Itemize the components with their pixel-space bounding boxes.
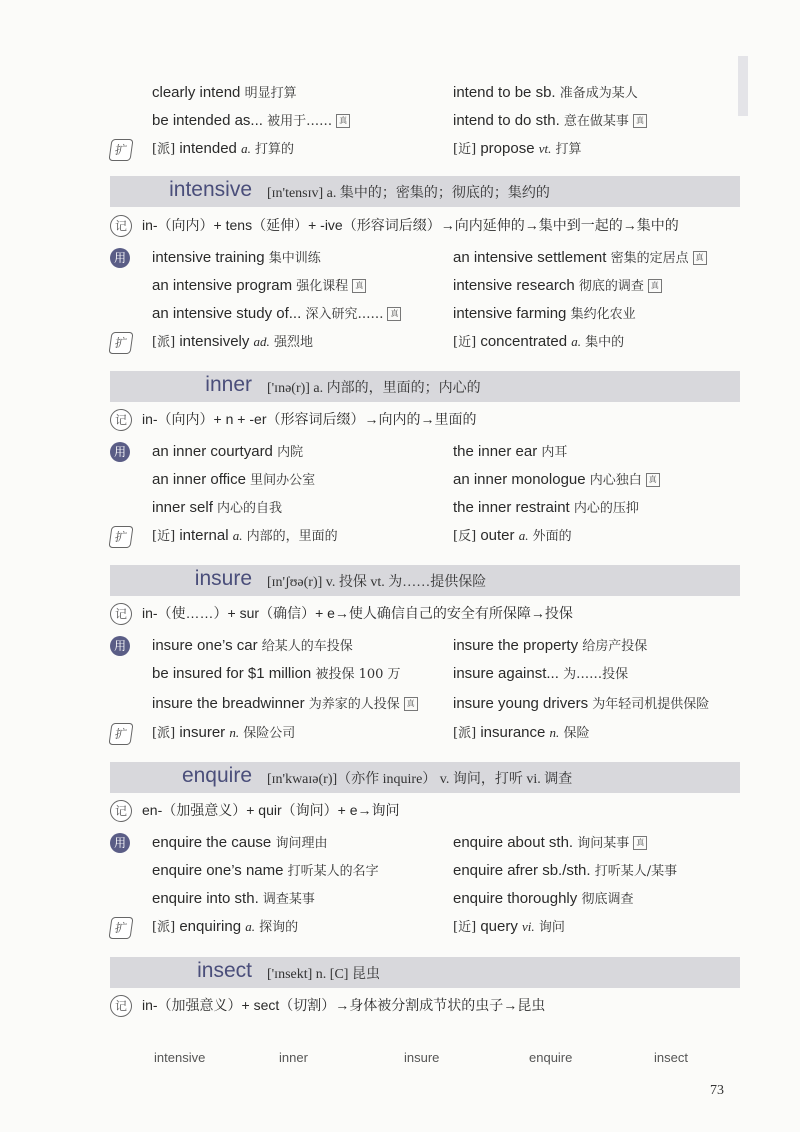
- phrase-zh: 询问某事: [577, 836, 630, 851]
- exam-mark-icon: 真: [404, 697, 418, 711]
- etymology: in-（向内）+ n + -er（形容词后缀）→向内的→里面的: [142, 411, 477, 427]
- page-number: 73: [710, 1083, 724, 1098]
- exam-mark-icon: 真: [352, 279, 366, 293]
- footer-word: inner: [279, 1050, 308, 1065]
- phrase-zh: 打听某人的名字: [287, 864, 379, 879]
- phrase-row: [110, 273, 740, 299]
- phrase-row: [110, 439, 740, 465]
- phrase-row: [110, 858, 740, 884]
- ext-pos: n.: [549, 725, 560, 740]
- ext-word: propose: [480, 140, 535, 157]
- ext-tag: [近]: [152, 529, 176, 544]
- definition: ['ɪnə(r)] a. 内部的，里面的；内心的: [267, 381, 481, 396]
- ext-word: internal: [179, 527, 229, 544]
- phrase-zh: 准备成为某人: [559, 86, 638, 101]
- ext-zh: 探询的: [259, 920, 299, 935]
- phrase-zh: 调查某事: [262, 892, 315, 907]
- phrase-row: [110, 245, 740, 271]
- phrase-en: an inner courtyard: [152, 443, 273, 460]
- etymology-row: [110, 406, 750, 432]
- phrase-zh: 明显打算: [244, 86, 297, 101]
- ext-pos: a.: [245, 919, 255, 934]
- phrase-en: an inner monologue: [453, 471, 586, 488]
- phrase-row: [110, 467, 740, 493]
- exam-mark-icon: 真: [633, 836, 647, 850]
- phrase-en: an intensive program: [152, 277, 293, 294]
- phrase-zh: 里间办公室: [250, 473, 316, 488]
- phrase-en: the inner ear: [453, 443, 538, 460]
- ext-tag: [近]: [453, 335, 477, 350]
- ext-pos: a.: [571, 334, 581, 349]
- phrase-zh: 内心独白: [589, 473, 642, 488]
- extend-icon: 扩: [108, 332, 133, 354]
- ext-word: concentrated: [480, 333, 568, 350]
- phrase-zh: 被用于……: [267, 114, 333, 129]
- phrase-en: insure the breadwinner: [152, 695, 305, 712]
- phrase-row: [110, 886, 740, 912]
- phrase-row: [110, 301, 740, 327]
- memorize-icon: 记: [110, 409, 132, 431]
- definition: [ɪn'kwaɪə(r)]（亦作 inquire） v. 询问，打听 vi. 调查: [267, 772, 573, 787]
- headword: insect: [197, 959, 252, 982]
- phrase-row: [110, 661, 740, 687]
- phrase-en: inner self: [152, 499, 213, 516]
- exam-mark-icon: 真: [633, 114, 647, 128]
- extend-icon: 扩: [108, 723, 133, 745]
- phrase-en: intensive farming: [453, 305, 567, 322]
- phrase-en: insure one’s car: [152, 637, 258, 654]
- phrase-zh: 强化课程: [296, 279, 349, 294]
- usage-icon: 用: [110, 442, 130, 462]
- footer-word: insect: [654, 1050, 688, 1065]
- ext-zh: 打算: [555, 142, 582, 157]
- ext-tag: [派]: [152, 726, 176, 741]
- phrase-en: enquire thoroughly: [453, 890, 578, 907]
- ext-zh: 保险: [563, 726, 590, 741]
- headword: intensive: [169, 178, 252, 201]
- definition: ['ɪnsekt] n. [C] 昆虫: [267, 967, 380, 982]
- phrase-zh: 集约化农业: [570, 307, 636, 322]
- memorize-icon: 记: [110, 603, 132, 625]
- phrase-zh: 内院: [277, 445, 304, 460]
- phrase-zh: 给房产投保: [582, 639, 648, 654]
- phrase-zh: 打听某人/某事: [594, 864, 678, 879]
- ext-zh: 打算的: [254, 142, 294, 157]
- phrase-zh: 集中训练: [268, 251, 321, 266]
- footer-word: enquire: [529, 1050, 573, 1065]
- phrase-en: clearly intend: [152, 84, 241, 101]
- phrase-en: an intensive settlement: [453, 249, 607, 266]
- phrase-en: an intensive study of...: [152, 305, 302, 322]
- extension-row: [110, 914, 740, 940]
- extension-row: [110, 329, 740, 355]
- footer-word: intensive: [154, 1050, 206, 1065]
- phrase-en: enquire one’s name: [152, 862, 284, 879]
- ext-zh: 强烈地: [273, 335, 313, 350]
- phrase-zh: 密集的定居点: [610, 251, 689, 266]
- phrase-en: intend to be sb.: [453, 84, 556, 101]
- ext-pos: a.: [232, 528, 243, 543]
- etymology-row: [110, 212, 750, 238]
- extend-icon: 扩: [108, 139, 133, 161]
- exam-mark-icon: 真: [336, 114, 350, 128]
- phrase-row: [110, 633, 740, 659]
- phrase-zh: 内心的压抑: [573, 501, 639, 516]
- ext-pos: ad.: [253, 334, 270, 349]
- phrase-en: insure young drivers: [453, 695, 589, 712]
- phrase-en: enquire the cause: [152, 834, 272, 851]
- phrase-en: be insured for $1 million: [152, 665, 312, 682]
- exam-mark-icon: 真: [387, 307, 401, 321]
- memorize-icon: 记: [110, 995, 132, 1017]
- phrase-en: enquire afrer sb./sth.: [453, 862, 591, 879]
- memorize-icon: 记: [110, 800, 132, 822]
- usage-icon: 用: [110, 833, 130, 853]
- ext-word: outer: [480, 527, 515, 544]
- ext-pos: n.: [229, 725, 240, 740]
- phrase-en: insure against...: [453, 665, 559, 682]
- phrase-zh: 彻底调查: [581, 892, 634, 907]
- definition: [ɪn'ʃʊə(r)] v. 投保 vt. 为……提供保险: [267, 575, 487, 590]
- headword: enquire: [181, 764, 252, 787]
- ext-tag: [反]: [453, 529, 477, 544]
- ext-zh: 外面的: [532, 529, 572, 544]
- ext-word: enquiring: [179, 918, 242, 935]
- ext-tag: [派]: [453, 726, 477, 741]
- phrase-zh: 意在做某事: [563, 114, 629, 129]
- phrase-zh: 为养家的人投保: [308, 697, 400, 712]
- ext-pos: a.: [518, 528, 529, 543]
- exam-mark-icon: 真: [693, 251, 707, 265]
- ext-zh: 询问: [538, 920, 565, 935]
- etymology: in-（加强意义）+ sect（切割）→身体被分割成节状的虫子→昆虫: [142, 997, 546, 1013]
- ext-pos: vt.: [538, 141, 552, 156]
- phrase-en: be intended as...: [152, 112, 263, 129]
- extension-row: [110, 523, 740, 549]
- phrase-zh: 为……投保: [563, 667, 629, 682]
- entry-header: [110, 371, 740, 402]
- phrase-zh: 被投保 100 万: [315, 667, 401, 682]
- phrase-row: [110, 495, 740, 521]
- extension-row: [110, 136, 740, 162]
- phrase-row: [110, 108, 740, 134]
- entry-header: [110, 957, 740, 988]
- phrase-zh: 内心的自我: [217, 501, 283, 516]
- extend-icon: 扩: [108, 526, 133, 548]
- phrase-en: intensive research: [453, 277, 575, 294]
- definition: [ɪn'tensɪv] a. 集中的；密集的；彻底的；集约的: [267, 186, 550, 201]
- phrase-zh: 给某人的车投保: [261, 639, 353, 654]
- ext-zh: 集中的: [585, 335, 625, 350]
- phrase-en: intensive training: [152, 249, 265, 266]
- exam-mark-icon: 真: [648, 279, 662, 293]
- phrase-en: insure the property: [453, 637, 579, 654]
- phrase-zh: 询问理由: [275, 836, 328, 851]
- headword: inner: [205, 373, 252, 396]
- phrase-zh: 彻底的调查: [578, 279, 644, 294]
- usage-icon: 用: [110, 636, 130, 656]
- ext-word: insurer: [179, 724, 226, 741]
- entry-header: [110, 762, 740, 793]
- ext-zh: 保险公司: [243, 726, 296, 741]
- footer-word: insure: [404, 1050, 440, 1065]
- ext-word: intended: [179, 140, 237, 157]
- phrase-zh: 内耳: [541, 445, 568, 460]
- phrase-row: [110, 80, 740, 106]
- phrase-row: [110, 691, 740, 717]
- ext-pos: a.: [241, 141, 251, 156]
- exam-mark-icon: 真: [646, 473, 660, 487]
- phrase-en: enquire about sth.: [453, 834, 574, 851]
- entry-header: [110, 176, 740, 207]
- phrase-en: enquire into sth.: [152, 890, 259, 907]
- etymology: in-（使……）+ sur（确信）+ e→使人确信自己的安全有所保障→投保: [142, 605, 573, 621]
- etymology: in-（向内）+ tens（延伸）+ -ive（形容词后缀）→向内延伸的→集中到一起的→集中的: [142, 217, 679, 233]
- ext-word: query: [480, 918, 518, 935]
- memorize-icon: 记: [110, 215, 132, 237]
- phrase-en: the inner restraint: [453, 499, 570, 516]
- phrase-row: [110, 830, 740, 856]
- ext-tag: [近]: [453, 920, 477, 935]
- usage-icon: 用: [110, 248, 130, 268]
- phrase-en: an inner office: [152, 471, 246, 488]
- ext-tag: [派]: [152, 920, 176, 935]
- ext-tag: [派]: [152, 335, 176, 350]
- phrase-zh: 深入研究……: [305, 307, 384, 322]
- etymology: en-（加强意义）+ quir（询问）+ e→询问: [142, 802, 400, 818]
- extension-row: [110, 720, 740, 746]
- ext-pos: vi.: [522, 919, 535, 934]
- entry-header: [110, 565, 740, 596]
- etymology-row: [110, 797, 750, 823]
- ext-tag: [派]: [152, 142, 176, 157]
- extend-icon: 扩: [108, 917, 133, 939]
- ext-zh: 内部的，里面的: [246, 529, 338, 544]
- etymology-row: [110, 600, 750, 626]
- headword: insure: [194, 567, 252, 590]
- phrase-en: intend to do sth.: [453, 112, 560, 129]
- ext-word: insurance: [480, 724, 546, 741]
- ext-word: intensively: [179, 333, 250, 350]
- phrase-zh: 为年轻司机提供保险: [592, 697, 710, 712]
- ext-tag: [近]: [453, 142, 477, 157]
- etymology-row: [110, 992, 750, 1018]
